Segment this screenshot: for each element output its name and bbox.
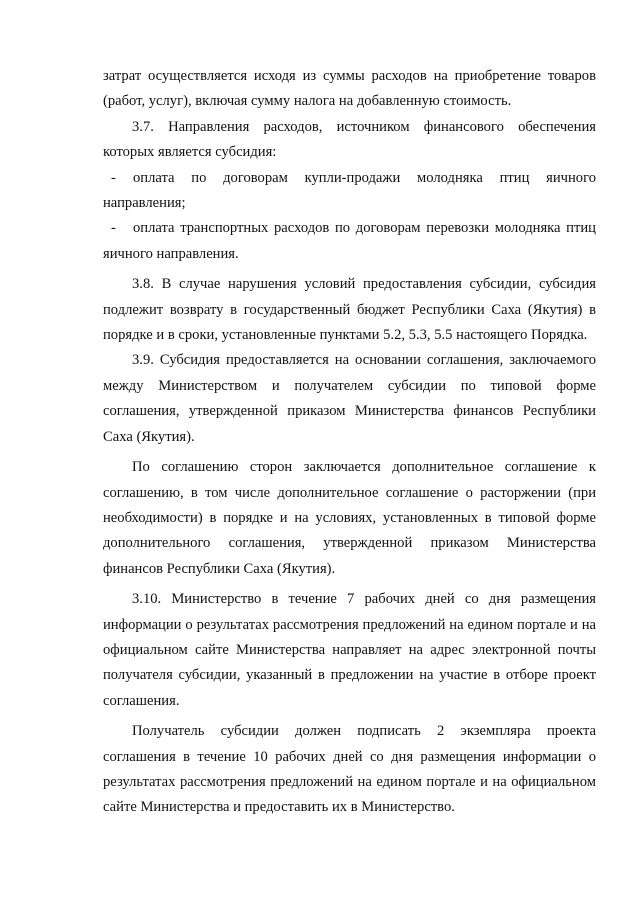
paragraph-cost-continuation: затрат осуществляется исходя из суммы расходов на приобретение товаров (работ, услуг), включая сумму налога на добавленную стоимость.	[103, 68, 596, 110]
bullet-item-transport	[103, 216, 596, 267]
bullet-item-purchase	[103, 166, 596, 217]
paragraph-additional-agreement: По соглашению сторон заключается дополнительное соглашение к соглашению, в том числе дополнительное соглашение о расторжении (при необходимости) в порядке и на условиях, установленных в типовой форме дополнительного соглашения, утвержденной приказом Министерства финансов Республики Саха (Якутия).	[103, 459, 596, 577]
paragraph-3-10: 3.10. Министерство в течение 7 рабочих дней со дня размещения информации о результатах рассмотрения предложений на едином портале и на официальном сайте Министерства направляет на адрес электронной почты получателя субсидии, указанный в предложении на участие в отборе проект соглашения.	[103, 591, 596, 709]
bullet-text-purchase: оплата по договорам купли-продажи молодняка птиц яичного направления;	[103, 169, 596, 212]
bullet-dash: -	[111, 220, 116, 237]
paragraph-recipient-signing: Получатель субсидии должен подписать 2 экземпляра проекта соглашения в течение 10 рабочих дней со дня размещения информации о результатах рассмотрения предложений на едином портале и на официальном сайте Министерства и предоставить их в Министерство.	[103, 723, 596, 816]
bullet-dash: -	[111, 169, 116, 186]
paragraph-3-8: 3.8. В случае нарушения условий предоставления субсидии, субсидия подлежит возврату в государственный бюджет Республики Саха (Якутия) в порядке и в сроки, установленные пунктами 5.2, 5.3, 5.5 настоящего Порядка.	[103, 276, 596, 344]
bullet-text-transport: оплата транспортных расходов по договорам перевозки молодняка птиц яичного направления.	[103, 220, 596, 262]
paragraph-3-7: 3.7. Направления расходов, источником финансового обеспечения которых является субсидия:	[103, 118, 596, 161]
document-page	[103, 64, 596, 821]
paragraph-3-9: 3.9. Субсидия предоставляется на основании соглашения, заключаемого между Министерством и получателем субсидии по типовой форме соглашения, утвержденной приказом Министерства финансов Республики Саха (Якутия).	[103, 352, 596, 445]
